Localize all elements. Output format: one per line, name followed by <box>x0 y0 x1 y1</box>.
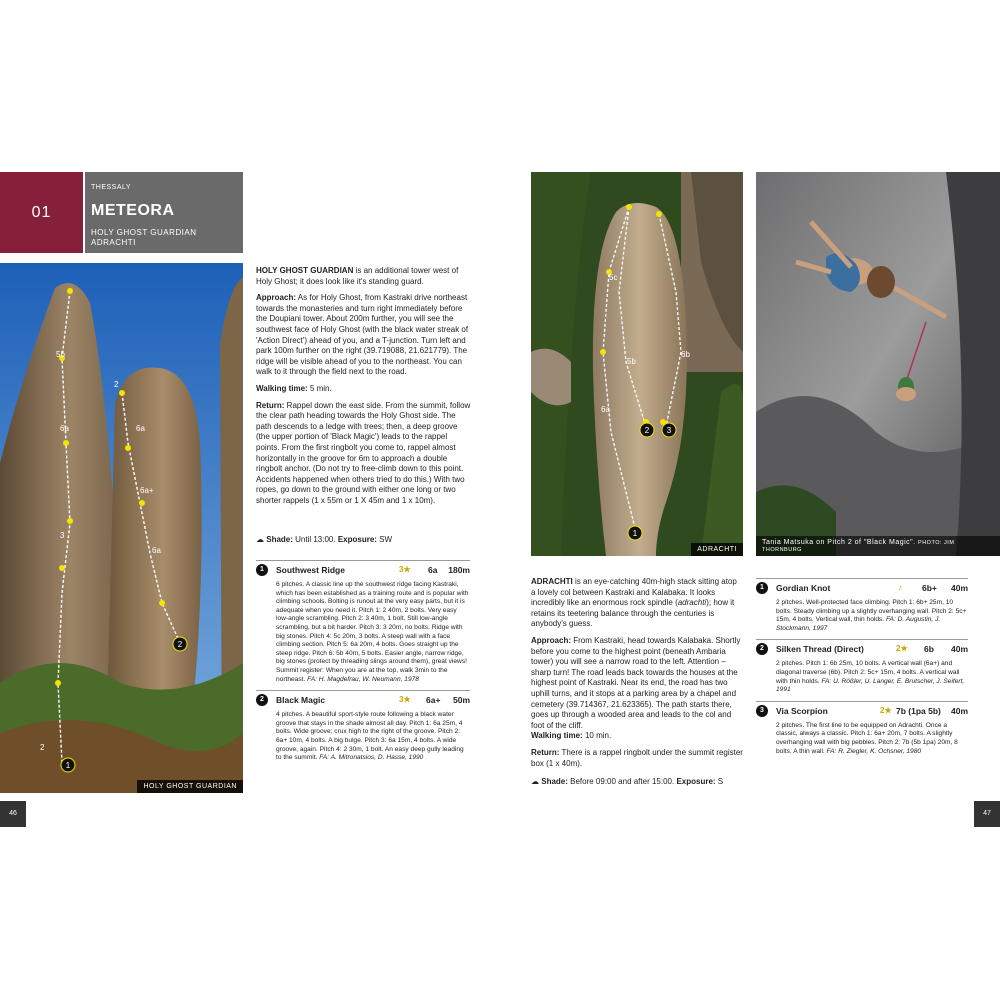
walking-text: 10 min. <box>582 731 612 741</box>
route-length: 40m <box>950 583 968 593</box>
photo-caption-right: Tania Matsuka on Pitch 2 of "Black Magic". PHOTO: JIM THORNBURG <box>756 536 1000 556</box>
topo-label: 2 <box>114 380 119 389</box>
topo-label: 6a <box>152 546 161 555</box>
return-text: There is a rappel ringbolt under the summit register box (1 x 40m). <box>531 747 743 768</box>
route-description: 6 pitches. A classic line up the southwest ridge facing Kastraki, which has been established as a training route and is popular with climbing schools. Bolting is runout at the very easy parts, but it is adequate when you need it. Pitch 1: 2 40m, 2 bolts. Very easy low-angle scrambling. Pitch 2: 3 40m, 1 bolt. Still low-angle scrambling, but a bit harder. Pitch 3: 3 20m, no bolts. Ridge with big stones. Pitch 4: 5c 20m, 3 bolts. A steep wall with a face climbing section. Pitch 5: 6a 20m, 4 bolts. Goes straight up the steep ridge. Pitch 6: 5b 40m, 5 bolts. Easier angle, narrow ridge, big stones (protect by threading slings around them), great views! Summit register: When you are at the top, walk 3min to the northeast. <box>276 581 469 683</box>
chapter-header <box>85 172 243 253</box>
svg-text:1: 1 <box>632 529 638 538</box>
route-name: Gordian Knot <box>776 583 831 593</box>
return-label: Return: <box>256 400 285 410</box>
route-length: 180m <box>448 565 470 575</box>
topo-label: 6a+ <box>140 486 154 495</box>
route-card <box>256 560 470 684</box>
chapter-number: 01 <box>0 172 83 253</box>
cloud-icon: ☁ <box>531 777 539 786</box>
route-length: 50m <box>452 695 470 706</box>
route-card <box>756 701 968 756</box>
route-list-left <box>256 560 470 763</box>
route-grade: 7b (1pa 5b) <box>896 705 941 716</box>
route-card <box>256 690 470 763</box>
route-number: 1 <box>756 582 768 594</box>
route-fa: FA: D. Augustin, J. Stockmann, 1997 <box>776 616 941 632</box>
holy-ghost-guardian-photo <box>0 263 243 793</box>
svg-text:2: 2 <box>177 640 183 649</box>
climber-photo <box>756 172 1000 556</box>
route-number: 2 <box>756 643 768 655</box>
route-length: 40m <box>950 644 968 655</box>
route-grade: 6a <box>428 565 438 575</box>
page-number-left: 46 <box>0 801 26 827</box>
route-description: 4 pitches. A beautiful sport-style route following a black water groove that stays in the shade almost all day. Pitch 1: 6a 25m, 4 bolts. Wide groove; crux high to the right of the groove. Pitch 2: 6a+ 10m, 4 bolts. A big bulge. Pitch 3: 6a 15m, 4 bolts. A wide groove, again. Pitch 4: 2 30m, 1 bolt. An easy deep gully leading to the summit. <box>276 711 464 762</box>
cloud-icon: ☁ <box>256 535 264 544</box>
topo-label: 3 <box>60 531 65 540</box>
topo-label: 6a <box>136 424 145 433</box>
topo-marker-2-icon <box>173 637 187 651</box>
topo-marker-3-icon <box>662 423 676 437</box>
shade-info-right: ☁ Shade: Before 09:00 and after 15:00. Exposure: S <box>531 777 724 786</box>
route-name: Silken Thread (Direct) <box>776 644 864 655</box>
topo-marker-1-icon <box>61 758 75 772</box>
route-card <box>756 639 968 694</box>
topo-label: 6a <box>60 424 69 433</box>
approach-label: Approach: <box>531 635 571 645</box>
topo-left-image <box>0 263 243 793</box>
route-number: 2 <box>256 694 268 706</box>
route-description: 2 pitches. The first line to be equipped on Adrachti. Once a classic, always a classic. Pitch 1: 6a+ 20m, 7 bolts. A slightly overhanging wall with big pebbles. Pitch 2: 7b (5b 1pa) 20m, 8 bolts. A thin wall. <box>776 721 958 755</box>
star-icon: 2★ <box>880 705 892 715</box>
music-note-icon: ♪ <box>898 583 902 592</box>
star-icon: 3★ <box>399 695 411 705</box>
topo-marker-2-icon <box>640 423 654 437</box>
route-length: 40m <box>950 705 968 716</box>
route-name: Black Magic <box>276 695 326 706</box>
topo-label: 2 <box>40 743 45 752</box>
route-card <box>756 578 968 633</box>
route-number: 3 <box>756 705 768 717</box>
topo-marker-1-icon <box>628 526 642 540</box>
star-icon: 3★ <box>399 565 411 574</box>
route-description: 2 pitches. Well-protected face climbing. Pitch 1: 6b+ 25m, 10 bolts. Steady climbing up a slightly overhanging wall. Pitch 2: 5c+ 15m, 4 bolts. Vertical wall, thin holds. <box>776 599 967 624</box>
route-name: Southwest Ridge <box>276 565 345 575</box>
approach-text: From Kastraki, head towards Kalabaka. Shortly before you come to the highest point (beneath Ambaria tower) you will see a narrow road to the left. Attention – sharp turn! The road leads back towards the houses at the highest point of Kastraki. Near its end, the road has two uphill turns, and it stops at a parking area by a chapel and cemetery (39.714367, 21.623365). The path starts there, goes up through a wooded area and leads to the col and foot of the cliff. <box>531 635 741 730</box>
climber-image <box>756 172 1000 556</box>
route-description: 2 pitches. Pitch 1: 6b 25m, 10 bolts. A vertical wall (6a+) and diagonal traverse (6b). Pitch 2: 5c+ 15m, 4 bolts. A vertical wall with thin holds. <box>776 660 960 685</box>
topo-label: 5c <box>609 273 618 282</box>
route-fa: FA: A. Mitronatsios, D. Hasse, 1990 <box>319 754 424 762</box>
chapter-subtitle-1: HOLY GHOST GUARDIAN <box>91 228 197 237</box>
shade-info-left: ☁ Shade: Until 13:00. Exposure: SW <box>256 535 393 544</box>
route-fa: FA: U. Rößler, U. Langer, E. Brutscher, J. Seifert, 1991 <box>776 677 965 694</box>
adrachti-photo <box>531 172 743 556</box>
adrachti-description: ADRACHTI is an eye-catching 40m-high stack sitting atop a lovely col between Kastraki and Kalabaka. It looks incredibly like an enormous rock spindle (adrachti); how it retains its teetering balance through the centuries is anybody's guess. Approach: From Kastraki, head towards Kalabaka. Shortly before you come to the highest point (beneath Ambaria tower) you will see a narrow road to the left. Attention – sharp turn! The road leads back towards the houses at the highest point of Kastraki. Near its end, the road has two uphill turns, and it stops at a parking area by a chapel and cemetery (39.714367, 21.623365). The path starts there, goes up through a wooded area and leads to the col and foot of the cliff. Walking time: 10 min. Return: There is a rappel ringbolt under the summit register box (1 x 40m). <box>531 577 743 768</box>
section-title: HOLY GHOST GUARDIAN <box>256 266 354 275</box>
photo-caption-left: HOLY GHOST GUARDIAN <box>137 780 243 793</box>
topo-label: 6a <box>601 405 610 414</box>
topo-middle-image <box>531 172 743 556</box>
route-list-right <box>756 578 968 756</box>
svg-text:3: 3 <box>666 426 672 435</box>
route-fa: FA: H. Magdefrau, W. Neumann, 1978 <box>307 675 419 683</box>
intro-text: is an additional tower west of Holy Ghost; it does look like it's standing guard. <box>256 266 459 286</box>
route-name: Via Scorpion <box>776 705 828 716</box>
return-text: Rappel down the east side. From the summit, follow the clear path heading towards the Holy Ghost side. The path descends to a ledge with trees; then, a deep groove (the upper portion of 'Black Magic') leads to the rappel points. From the first ringbolt you come to, rappel almost horizontally in the groove for 6m to approach a double ringbolt anchor. (Do not try to free-climb down to this point. Accidents happened when others tried to do this.) With two ropes, go down to the ground with either one long or two shorter rappels (1 x 55m or 1 X 45m and 1 x 10m). <box>256 400 471 505</box>
topo-label: 5b <box>627 357 636 366</box>
route-number: 1 <box>256 564 268 576</box>
route-grade: 6b+ <box>922 583 937 593</box>
topo-label: 6b <box>681 350 690 359</box>
approach-text: As for Holy Ghost, from Kastraki drive northeast towards the monasteries and turn right immediately before the Doupiani tower. About 200m further, you will see the southwest face of Holy Ghost (with the black water streak of 'Action Direct') ahead of you, and a T-junction. Turn left and park 100m further on the right (39.719088, 21.621779). The ridge will be visible ahead of you to the northeast. You can walk to it through the field next to the road. <box>256 293 469 377</box>
approach-label: Approach: <box>256 293 296 303</box>
walking-label: Walking time: <box>256 383 308 393</box>
return-label: Return: <box>531 747 560 757</box>
route-grade: 6a+ <box>426 695 441 706</box>
svg-text:2: 2 <box>644 426 650 435</box>
photo-caption-middle: ADRACHTI <box>691 543 743 556</box>
route-fa: FA: R. Ziegler, K. Ochsner, 1980 <box>826 747 922 755</box>
chapter-title: METEORA <box>91 202 175 219</box>
star-icon: 2★ <box>896 644 908 654</box>
page-number-right: 47 <box>974 801 1000 827</box>
region-label: THESSALY <box>91 184 132 191</box>
chapter-subtitle-2: ADRACHTI <box>91 238 136 247</box>
walking-label: Walking time: <box>531 731 583 741</box>
holy-ghost-description <box>256 266 471 512</box>
walking-text: 5 min. <box>307 383 332 393</box>
section-title: ADRACHTI <box>531 577 573 586</box>
route-grade: 6b <box>924 644 934 655</box>
svg-text:1: 1 <box>65 761 71 770</box>
topo-label: 5b <box>56 350 65 359</box>
